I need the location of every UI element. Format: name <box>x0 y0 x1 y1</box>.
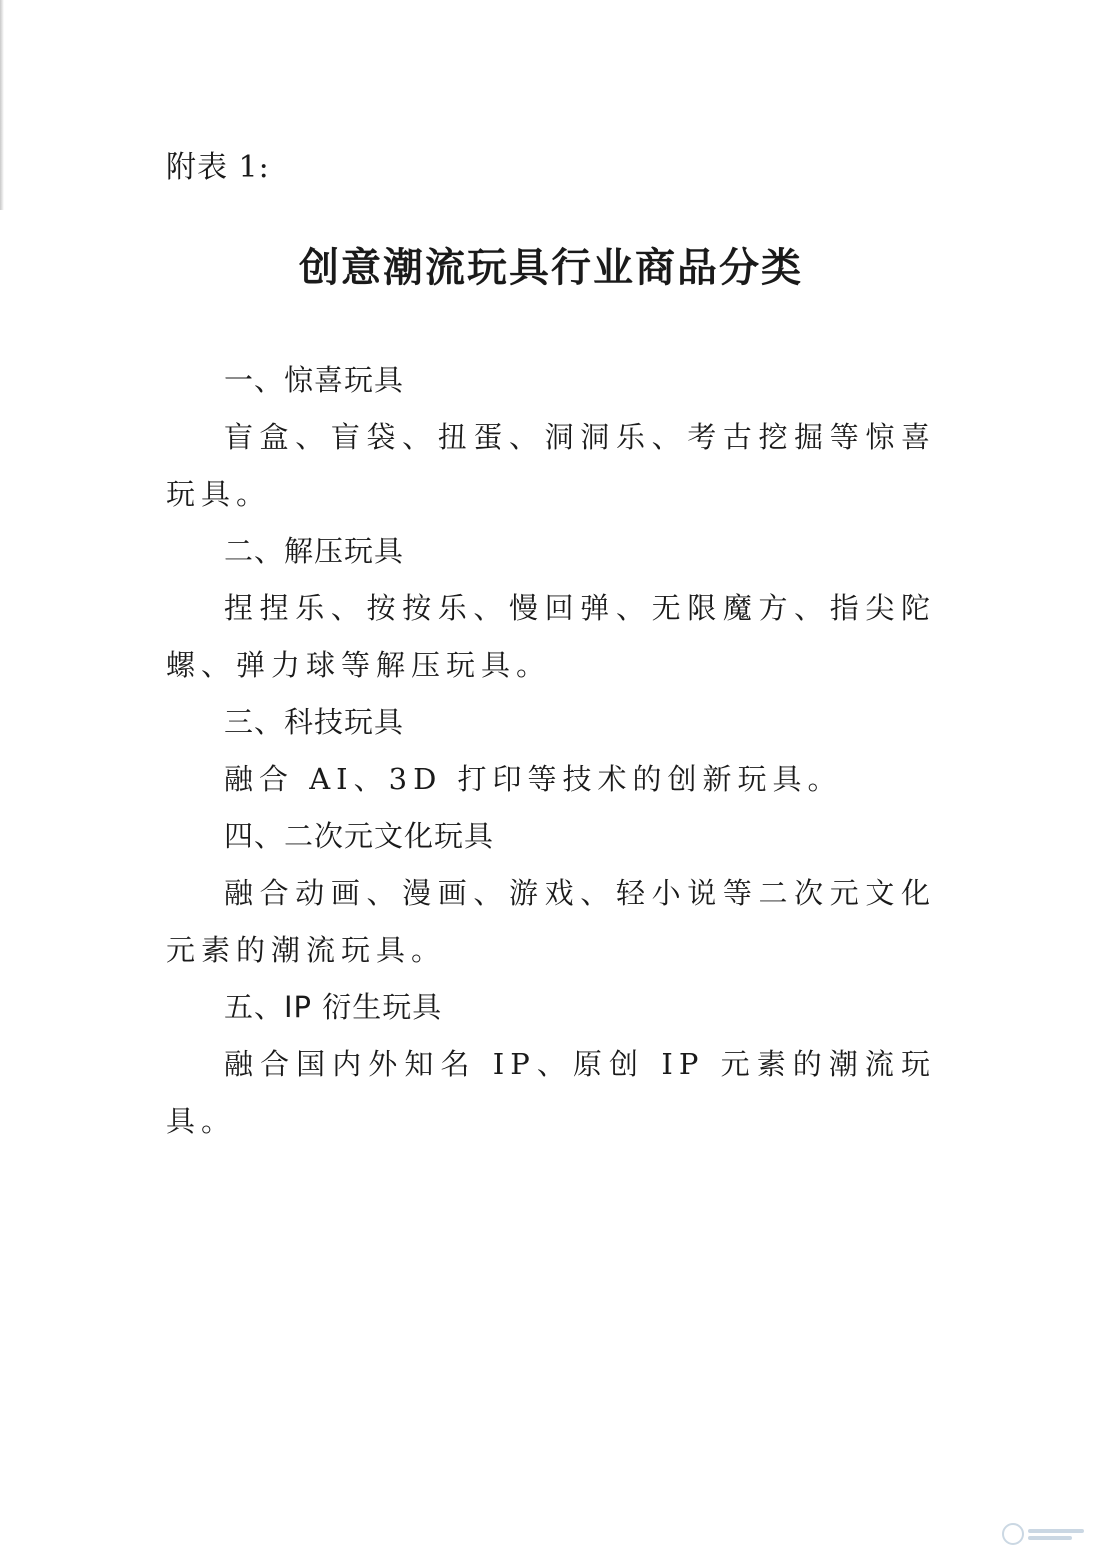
section-heading-3: 三、科技玩具 <box>224 705 405 739</box>
section-body-5: 融合国内外知名 IP、原创 IP 元素的潮流玩具。 <box>166 1047 936 1138</box>
section-body-1: 盲盒、盲袋、扭蛋、洞洞乐、考古挖掘等惊喜玩具。 <box>166 420 936 511</box>
watermark-text-mark <box>1028 1529 1084 1540</box>
section-heading-1: 一、惊喜玩具 <box>224 363 405 397</box>
section-heading-4: 四、二次元文化玩具 <box>224 819 495 853</box>
scan-edge-shadow <box>0 0 4 210</box>
document-content <box>166 352 936 1150</box>
section-heading-5: 五、IP 衍生玩具 <box>224 990 443 1024</box>
attachment-label: 附表 1: <box>166 150 270 185</box>
section-body-3: 融合 AI、3D 打印等技术的创新玩具。 <box>224 762 843 796</box>
document-title: 创意潮流玩具行业商品分类 <box>299 244 803 291</box>
section-body-4: 融合动画、漫画、游戏、轻小说等二次元文化元素的潮流玩具。 <box>166 876 936 967</box>
forum-logo-icon <box>1002 1523 1024 1545</box>
forum-watermark <box>1002 1519 1088 1549</box>
section-body-2: 捏捏乐、按按乐、慢回弹、无限魔方、指尖陀螺、弹力球等解压玩具。 <box>166 591 936 682</box>
section-heading-2: 二、解压玩具 <box>224 534 405 568</box>
